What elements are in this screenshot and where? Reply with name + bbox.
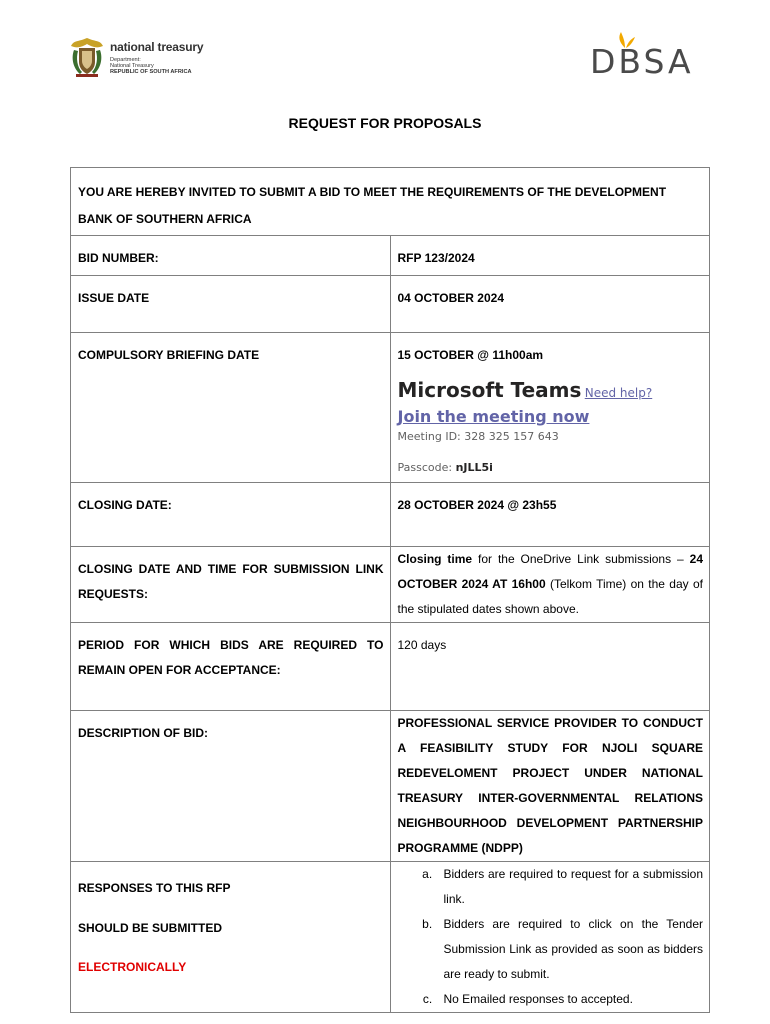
need-help-link[interactable]: Need help? <box>584 386 653 400</box>
closing-time-text: Closing time <box>397 552 473 566</box>
table-row <box>71 862 710 1013</box>
dbsa-logo <box>588 32 698 80</box>
briefing-date-label: COMPULSORY BRIEFING DATE <box>71 333 391 483</box>
table-row <box>71 276 710 333</box>
table-row <box>71 623 710 711</box>
closing-date-label: CLOSING DATE: <box>71 483 391 547</box>
list-item: b. Bidders are required to click on the Tender Submission Link as provided as soon as bidders are ready to submit. <box>436 912 704 987</box>
list-item: a. Bidders are required to request for a submission link. <box>436 862 704 912</box>
rfp-details-table <box>70 167 710 1013</box>
responses-list-cell <box>390 862 710 1013</box>
passcode-label: Passcode: <box>397 461 453 474</box>
meeting-id <box>398 428 704 446</box>
table-row <box>71 711 710 862</box>
validity-label: PERIOD FOR WHICH BIDS ARE REQUIRED TO REMAIN OPEN FOR ACCEPTANCE: <box>71 623 391 711</box>
description-label: DESCRIPTION OF BID: <box>71 711 391 862</box>
closing-date-value: 28 OCTOBER 2024 @ 23h55 <box>390 483 710 547</box>
responses-list <box>398 862 704 1012</box>
nt-logo-subtitle: Department: National Treasury REPUBLIC OF SOUTH AFRICA <box>110 57 192 75</box>
document-title: REQUEST FOR PROPOSALS <box>288 115 482 131</box>
meeting-id-value: 328 325 157 643 <box>464 430 559 443</box>
table-row <box>71 236 710 276</box>
validity-value: 120 days <box>390 623 710 711</box>
table-row <box>71 333 710 483</box>
link-requests-label: CLOSING DATE AND TIME FOR SUBMISSION LINK REQUESTS: <box>71 547 391 623</box>
teams-block <box>398 377 704 477</box>
description-value: PROFESSIONAL SERVICE PROVIDER TO CONDUCT A FEASIBILITY STUDY FOR NJOLI SQUARE REDEVELOMENT PROJECT UNDER NATIONAL TREASURY INTER-GOVERNMENTAL RELATIONS NEIGHBOURHOOD DEVELOPMENT PARTNERSHIP PROGRAMME (NDPP) <box>390 711 710 862</box>
bid-number-value: RFP 123/2024 <box>390 236 710 276</box>
nt-logo-title: national treasury <box>110 40 204 54</box>
passcode-value: nJLL5i <box>455 461 493 474</box>
responses-label: RESPONSES TO THIS RFP SHOULD BE SUBMITTED ELECTRONICALLY <box>71 862 391 1013</box>
bid-number-label: BID NUMBER: <box>71 236 391 276</box>
issue-date-value: 04 OCTOBER 2024 <box>390 276 710 333</box>
passcode <box>398 459 704 477</box>
table-row <box>71 483 710 547</box>
meeting-id-label: Meeting ID: <box>397 430 461 443</box>
link-requests-value: Closing time for the OneDrive Link submissions – 24 OCTOBER 2024 AT 16h00 (Telkom Time) on the day of the stipulated dates shown above. <box>390 547 710 623</box>
national-treasury-logo <box>68 36 204 82</box>
teams-title: Microsoft Teams <box>397 378 582 402</box>
submission-deadline: 24 OCTOBER 2024 AT 16h00 <box>397 552 703 591</box>
issue-date-label: ISSUE DATE <box>71 276 391 333</box>
briefing-date-value: 15 OCTOBER @ 11h00am <box>397 348 544 362</box>
table-row <box>71 547 710 623</box>
list-item: c. No Emailed responses to accepted. <box>436 987 704 1012</box>
invitation-row <box>71 168 710 236</box>
briefing-cell <box>390 333 710 483</box>
electronically-text: ELECTRONICALLY <box>78 960 187 974</box>
dbsa-logo-text: DBSA <box>590 42 694 81</box>
coat-of-arms-icon <box>68 36 106 78</box>
join-meeting-link[interactable]: Join the meeting now <box>397 407 590 426</box>
invitation-text: YOU ARE HEREBY INVITED TO SUBMIT A BID TO MEET THE REQUIREMENTS OF THE DEVELOPMENT BANK OF SOUTHERN AFRICA <box>71 168 710 236</box>
